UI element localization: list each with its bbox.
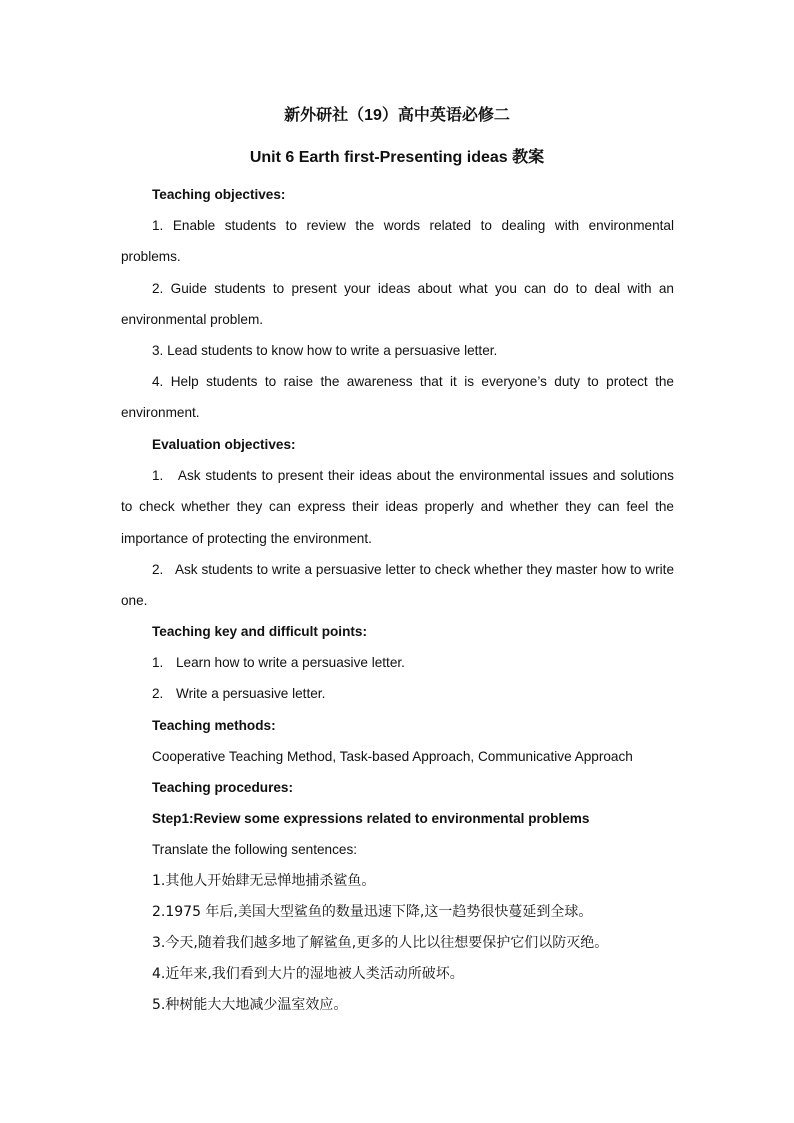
translation-sentence-5: 5.种树能大大地减少温室效应。 xyxy=(152,997,348,1013)
teaching-objectives-heading: Teaching objectives: xyxy=(152,187,286,202)
document-title: 新外研社（19）高中英语必修二 xyxy=(284,107,510,124)
key-point-item-1 xyxy=(152,654,405,672)
key-point-item-2 xyxy=(152,685,325,703)
teaching-procedures-heading: Teaching procedures: xyxy=(152,780,294,795)
key-point-1-text: Learn how to write a persuasive letter. xyxy=(176,655,405,670)
evaluation-item-2 xyxy=(121,554,674,617)
evaluation-item-1-number: 1. xyxy=(152,468,164,483)
teaching-methods-heading: Teaching methods: xyxy=(152,718,276,733)
translation-sentence-2: 2.1975 年后,美国大型鲨鱼的数量迅速下降,这一趋势很快蔓延到全球。 xyxy=(152,904,593,920)
evaluation-item-1-text: Ask students to present their ideas about the environmental issues and solutions to check whether they can express their ideas properly and whether they can feel the importance of protecting the environment. xyxy=(121,468,674,546)
translation-sentence-3: 3.今天,随着我们越多地了解鲨鱼,更多的人比以往想要保护它们以防灭绝。 xyxy=(152,935,609,951)
key-point-2-text: Write a persuasive letter. xyxy=(176,686,326,701)
key-point-1-number: 1. xyxy=(152,655,164,670)
evaluation-item-2-text: Ask students to write a persuasive letter to check whether they master how to write one. xyxy=(121,562,674,609)
teaching-methods-text: Cooperative Teaching Method, Task-based Approach, Communicative Approach xyxy=(152,749,633,764)
translation-sentence-4: 4.近年来,我们看到大片的湿地被人类活动所破坏。 xyxy=(152,966,464,982)
objective-item-1: 1. Enable students to review the words related to dealing with environmental problems. xyxy=(121,218,674,265)
document-subtitle: Unit 6 Earth first-Presenting ideas 教案 xyxy=(249,149,545,166)
evaluation-item-1 xyxy=(121,460,674,554)
evaluation-objectives-heading: Evaluation objectives: xyxy=(152,437,296,452)
key-point-2-number: 2. xyxy=(152,686,164,701)
evaluation-item-2-number: 2. xyxy=(152,562,164,577)
objective-item-2: 2. Guide students to present your ideas about what you can do to deal with an environmental problem. xyxy=(121,281,674,328)
translate-instruction: Translate the following sentences: xyxy=(152,842,358,857)
translation-sentence-1: 1.其他人开始肆无忌惮地捕杀鲨鱼。 xyxy=(152,873,376,889)
objective-item-3: 3. Lead students to know how to write a persuasive letter. xyxy=(152,343,498,358)
key-points-heading: Teaching key and difficult points: xyxy=(152,624,367,639)
step1-heading: Step1:Review some expressions related to environmental problems xyxy=(152,811,590,826)
objective-item-4: 4. Help students to raise the awareness that it is everyone’s duty to protect the environment. xyxy=(121,374,674,421)
